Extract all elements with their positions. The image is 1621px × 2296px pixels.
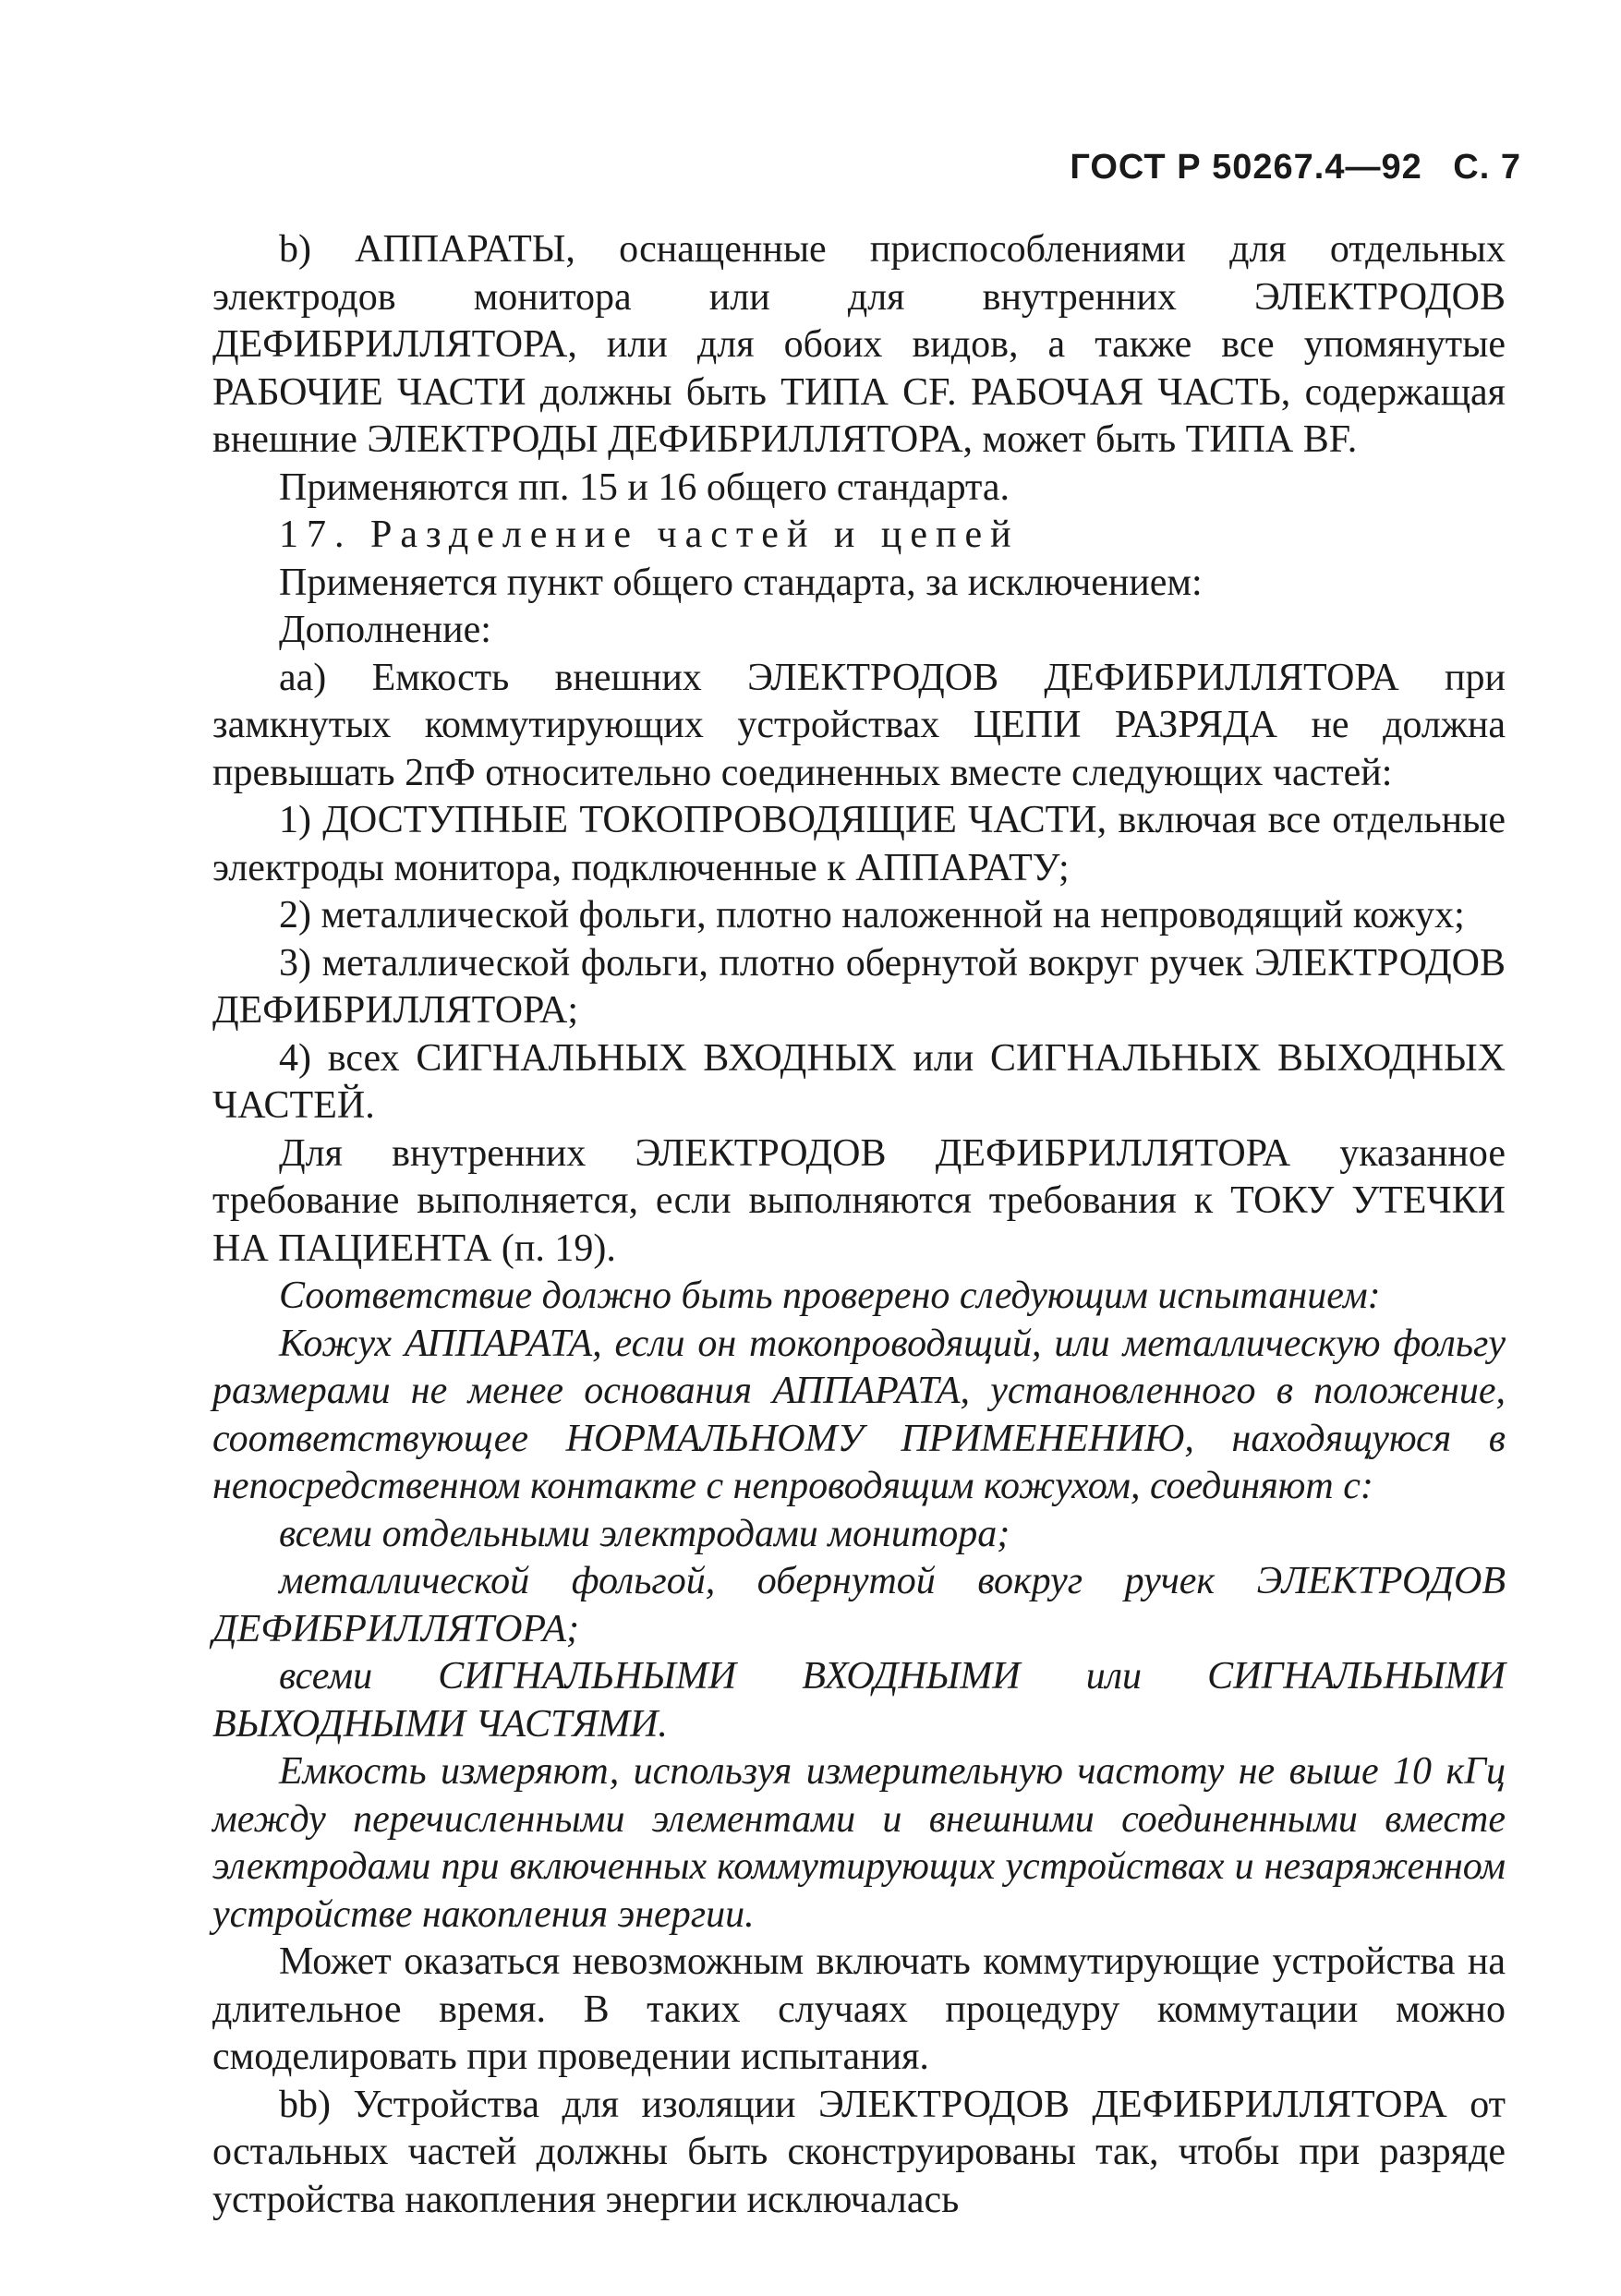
- section-heading-17: 17. Разделение частей и цепей: [279, 514, 1020, 556]
- list-item-1: 1) ДОСТУПНЫЕ ТОКОПРОВОДЯЩИЕ ЧАСТИ, включая все отдельные электроды монитора, подключенные к АППАРАТУ;: [212, 799, 1506, 889]
- paragraph-applies-except: Применяется пункт общего стандарта, за исключением:: [279, 561, 1203, 604]
- paragraph-applies-15-16: Применяются пп. 15 и 16 общего стандарта.: [279, 465, 1010, 509]
- paragraph-test-enclosure: Кожух АППАРАТА, если он токопроводящий, или металлическую фольгу размерами не менее основания АППАРАТА, установленного в положение, соответствующее НОРМАЛЬНОМУ ПРИМЕНЕНИЮ, находящуюся в непосредственном контакте с непроводящим кожухом, соединяют с:: [212, 1322, 1506, 1507]
- list-item-2: 2) металлической фольги, плотно наложенной на непроводящий кожух;: [279, 894, 1465, 937]
- paragraph-bb-isolation: bb) Устройства для изоляции ЭЛЕКТРОДОВ ДЕФИБРИЛЛЯТОРА от остальных частей должны быть сконструированы так, чтобы при разряде устройства накопления энергии исключалась: [212, 2083, 1506, 2221]
- paragraph-capacitance-measurement: Емкость измеряют, используя измерительную частоту не выше 10 кГц между перечисленными элементами и внешними соединенными вместе электродами при включенных коммутирующих устройствах и незаряженном устройстве накопления энергии.: [212, 1750, 1506, 1936]
- document-body: [212, 226, 1506, 2224]
- list-item-4: 4) всех СИГНАЛЬНЫХ ВХОДНЫХ или СИГНАЛЬНЫХ ВЫХОДНЫХ ЧАСТЕЙ.: [212, 1036, 1506, 1127]
- page-number: С. 7: [1453, 148, 1521, 187]
- paragraph-compliance-test: Соответствие должно быть проверено следующим испытанием:: [279, 1275, 1381, 1317]
- paragraph-aa-capacitance: aa) Емкость внешних ЭЛЕКТРОДОВ ДЕФИБРИЛЛЯТОРА при замкнутых коммутирующих устройствах ЦЕПИ РАЗРЯДА не должна превышать 2пФ относительно соединенных вместе следующих частей:: [212, 656, 1506, 794]
- test-connect-monitor-electrodes: всеми отдельными электродами монитора;: [279, 1512, 1010, 1555]
- list-item-3: 3) металлической фольги, плотно обернутой вокруг ручек ЭЛЕКТРОДОВ ДЕФИБРИЛЛЯТОРА;: [212, 941, 1506, 1032]
- standard-number: ГОСТ Р 50267.4—92: [1070, 148, 1422, 187]
- test-connect-signal-parts: всеми СИГНАЛЬНЫМИ ВХОДНЫМИ или СИГНАЛЬНЫМИ ВЫХОДНЫМИ ЧАСТЯМИ.: [212, 1655, 1506, 1746]
- paragraph-b-type-cf: b) АППАРАТЫ, оснащенные приспособлениями для отдельных электродов монитора или для внутренних ЭЛЕКТРОДОВ ДЕФИБРИЛЛЯТОРА, или для обоих видов, а также все упомянутые РАБОЧИЕ ЧАСТИ должны быть ТИПА CF. РАБОЧАЯ ЧАСТЬ, содержащая внешние ЭЛЕКТРОДЫ ДЕФИБРИЛЛЯТОРА, может быть ТИПА BF.: [212, 228, 1506, 461]
- paragraph-internal-electrodes: Для внутренних ЭЛЕКТРОДОВ ДЕФИБРИЛЛЯТОРА указанное требование выполняется, если выполняются требования к ТОКУ УТЕЧКИ НА ПАЦИЕНТА (п. 19).: [212, 1131, 1506, 1270]
- page-header: [1049, 148, 1521, 187]
- paragraph-addition: Дополнение:: [279, 609, 491, 651]
- paragraph-switching-note: Может оказаться невозможным включать коммутирующие устройства на длительное время. В таких случаях процедуру коммутации можно смоделировать при проведении испытания.: [212, 1940, 1506, 2078]
- test-connect-foil: металлической фольгой, обернутой вокруг ручек ЭЛЕКТРОДОВ ДЕФИБРИЛЛЯТОРА;: [212, 1560, 1506, 1650]
